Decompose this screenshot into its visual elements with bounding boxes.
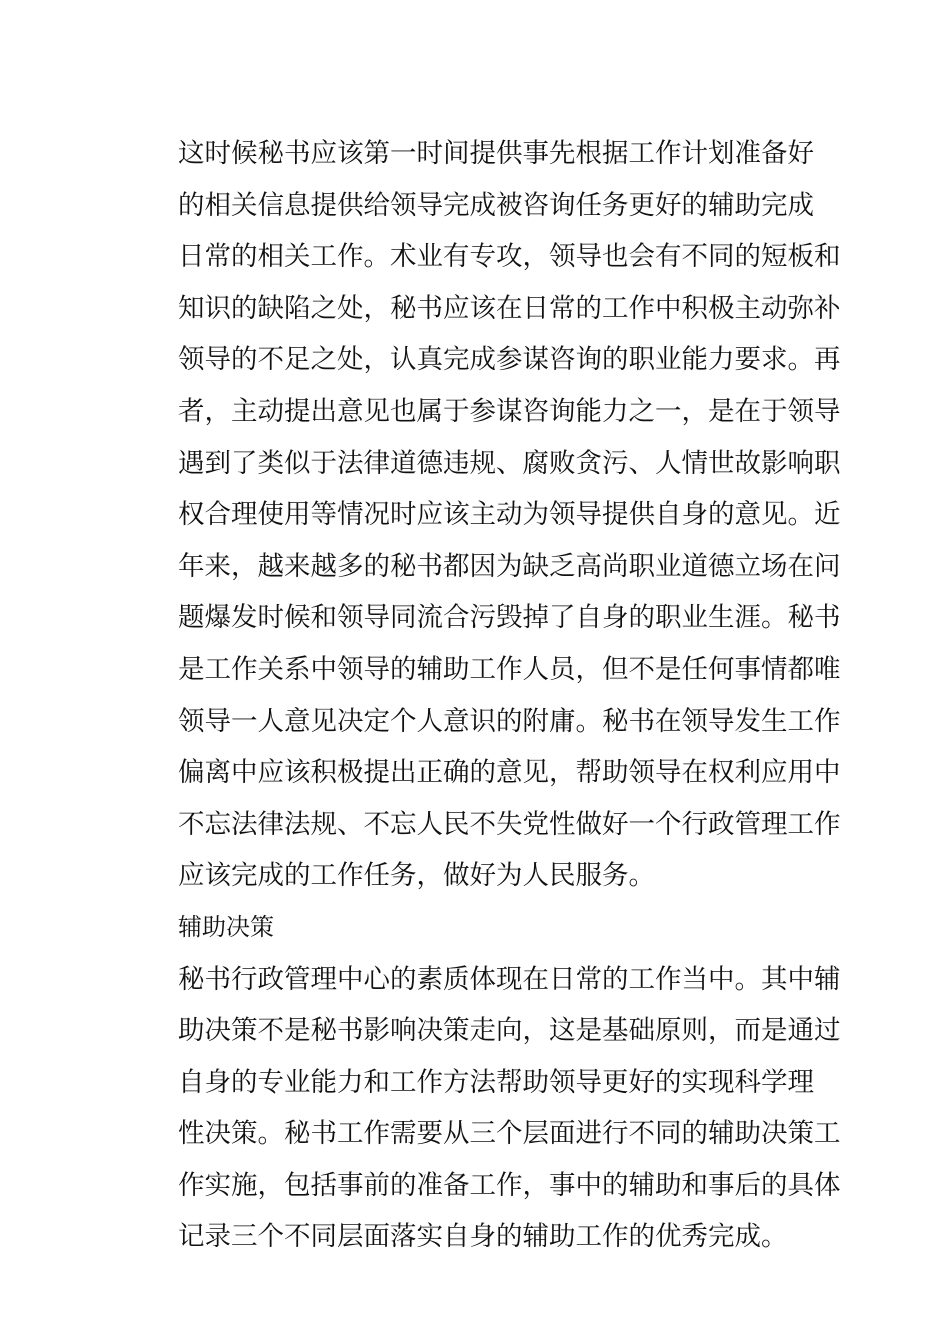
text-line: 者，主动提出意见也属于参谋咨询能力之一，是在于领导 (178, 395, 841, 427)
text-line: 偏离中应该积极提出正确的意见，帮助领导在权利应用中 (178, 757, 841, 789)
paragraph-1 (178, 128, 841, 902)
text-line: 作实施，包括事前的准备工作，事中的辅助和事后的具体 (178, 1169, 841, 1201)
text-line: 日常的相关工作。术业有专攻，领导也会有不同的短板和 (178, 241, 841, 273)
text-line: 知识的缺陷之处，秘书应该在日常的工作中积极主动弥补 (178, 292, 841, 324)
text-line: 年来，越来越多的秘书都因为缺乏高尚职业道德立场在问 (178, 550, 841, 582)
text-line: 遇到了类似于法律道德违规、腐败贪污、人情世故影响职 (178, 447, 841, 479)
text-line: 助决策不是秘书影响决策走向，这是基础原则，而是通过 (178, 1015, 841, 1047)
text-line: 应该完成的工作任务，做好为人民服务。 (178, 860, 655, 892)
document-body (178, 128, 841, 1263)
text-line: 领导一人意见决定个人意识的附庸。秘书在领导发生工作 (178, 705, 841, 737)
section-heading: 辅助决策 (178, 912, 274, 941)
text-line: 不忘法律法规、不忘人民不失党性做好一个行政管理工作 (178, 808, 841, 840)
text-line: 性决策。秘书工作需要从三个层面进行不同的辅助决策工 (178, 1118, 841, 1150)
text-line: 的相关信息提供给领导完成被咨询任务更好的辅助完成 (178, 189, 814, 221)
paragraph-2 (178, 954, 841, 1264)
text-line: 自身的专业能力和工作方法帮助领导更好的实现科学理 (178, 1066, 814, 1098)
text-line: 权合理使用等情况时应该主动为领导提供自身的意见。近 (178, 499, 841, 531)
text-line: 是工作关系中领导的辅助工作人员，但不是任何事情都唯 (178, 653, 841, 685)
text-line: 题爆发时候和领导同流合污毁掉了自身的职业生涯。秘书 (178, 602, 841, 634)
text-line: 秘书行政管理中心的素质体现在日常的工作当中。其中辅 (178, 963, 841, 995)
text-line: 领导的不足之处，认真完成参谋咨询的职业能力要求。再 (178, 344, 841, 376)
text-line: 记录三个不同层面落实自身的辅助工作的优秀完成。 (178, 1221, 788, 1253)
text-line: 这时候秘书应该第一时间提供事先根据工作计划准备好 (178, 138, 814, 169)
